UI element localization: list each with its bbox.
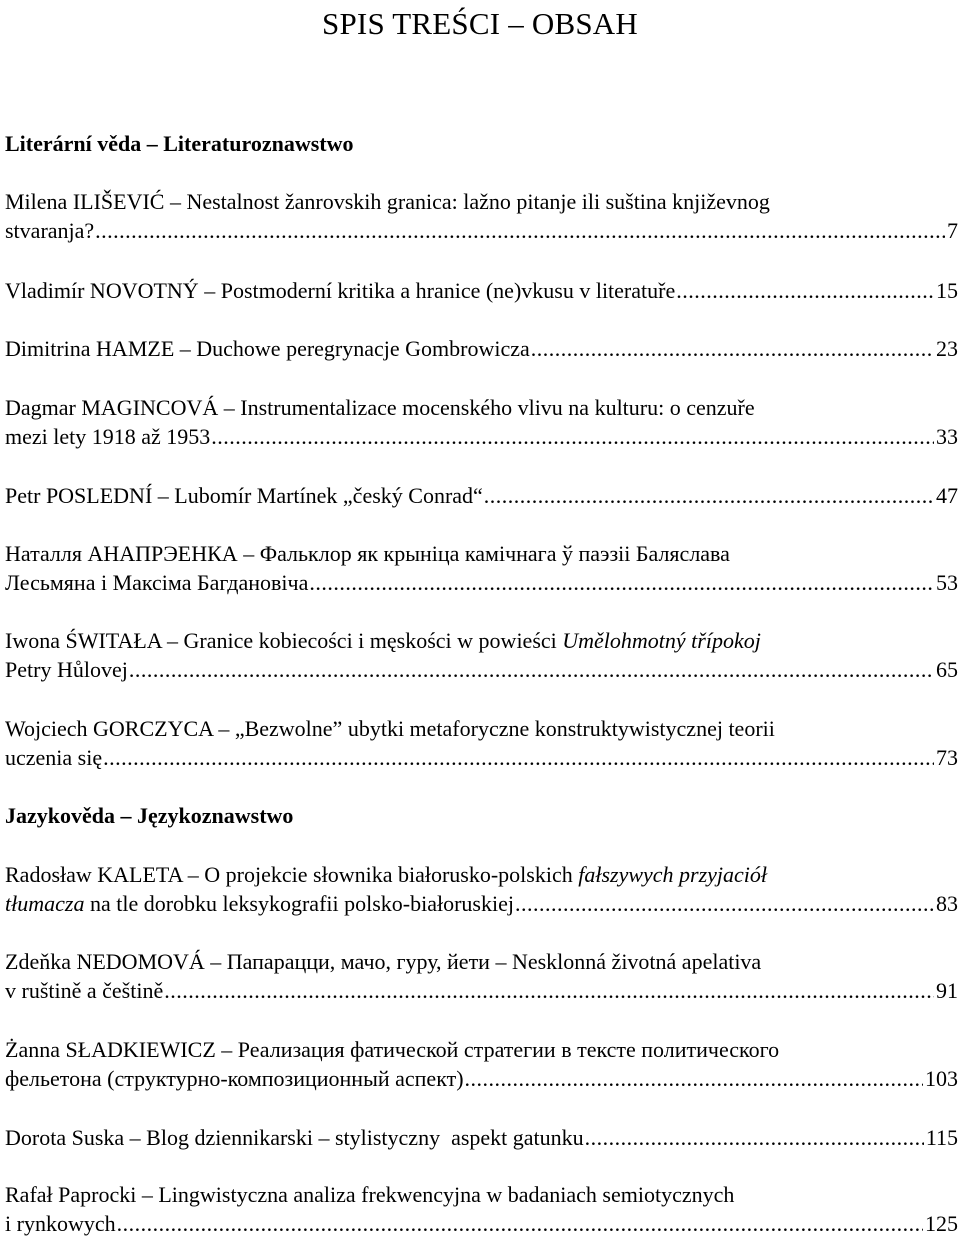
entry-title: Duchowe peregrynacje Gombrowicza (196, 336, 530, 361)
entry-title: Реализация фатической стратегии в тексте политического (237, 1037, 780, 1062)
entry-author: Radosław KALETA (5, 862, 183, 887)
entry-title: Instrumentalizace mocenského vlivu na kulturu: o cenzuře (240, 395, 755, 420)
entry-author: Наталля АНАПРЭЕНКА (5, 541, 238, 566)
entry-title: Папарацци, мачо, гуру, йети – Nesklonná životná apelativa (226, 949, 762, 974)
page-number: 83 (936, 891, 958, 916)
dot-leader (117, 1209, 923, 1238)
entry-line-1: Radosław KALETA – O projekcie słownika białorusko-polskich fałszywych przyjaciół (5, 862, 768, 887)
entry-title: Blog dziennikarski – stylistyczny aspekt gatunku (146, 1125, 584, 1150)
entry-title: Nestalnost žanrovskih granica: lažno pitanje ili suština književnog (186, 189, 770, 214)
entry-title-cont: i rynkowych (5, 1211, 116, 1236)
entry-line-1: Vladimír NOVOTNÝ – Postmoderní kritika a hranice (ne)vkusu v literatuře ..... 15 (5, 276, 958, 305)
toc-entry[interactable] (5, 1180, 958, 1238)
entry-author: Petr POSLEDNÍ (5, 483, 153, 508)
entry-title: „Bezwolne” ubytki metaforyczne konstruktywistycznej teorii (234, 716, 775, 741)
entry-title-italic: Umělohmotný třípokoj (562, 628, 761, 653)
entry-title-cont: na tle dorobku leksykografii polsko-białoruskiej (89, 891, 514, 916)
entry-title-cont: uczenia się (5, 745, 103, 770)
page-number: 103 (925, 1066, 958, 1091)
entry-author: Vladimír NOVOTNÝ (5, 278, 199, 303)
entry-title: Lubomír Martínek „český Conrad“ (174, 483, 483, 508)
entry-line-2 (5, 1209, 958, 1238)
entry-title-cont: stvaranja? (5, 218, 95, 243)
toc-entry[interactable] (5, 947, 958, 1005)
dot-leader (103, 743, 934, 772)
page-number: 125 (925, 1211, 958, 1236)
entry-author: Rafał Paprocki (5, 1182, 137, 1207)
toc-entry[interactable] (5, 860, 958, 918)
entry-line-1: Rafał Paprocki – Lingwistyczna analiza frekwencyjna w badaniach semiotycznych (5, 1182, 735, 1207)
toc-entry[interactable] (5, 187, 958, 245)
entry-line-2 (5, 216, 958, 245)
entry-title: O projekcie słownika białorusko-polskich (204, 862, 573, 887)
entry-title-cont: mezi lety 1918 až 1953 (5, 424, 211, 449)
entry-line-2 (5, 655, 958, 684)
entry-title-cont: Petry Hůlovej (5, 657, 128, 682)
entry-title: Фальклор як крыніца камічнага ў паэзіі Баляслава (259, 541, 730, 566)
dot-leader (164, 976, 934, 1005)
entry-author: Dagmar MAGINCOVÁ (5, 395, 219, 420)
entry-line-1: Milena ILIŠEVIĆ – Nestalnost žanrovskih granica: lažno pitanje ili suština književnog (5, 189, 770, 214)
toc-entry[interactable] (5, 1035, 958, 1093)
entry-author: Dimitrina HAMZE (5, 336, 175, 361)
toc-entry[interactable] (5, 393, 958, 451)
toc-entry[interactable] (5, 481, 958, 510)
toc-entry[interactable] (5, 626, 958, 684)
dot-leader (484, 481, 934, 510)
dot-leader (585, 1123, 924, 1152)
entry-title: Granice kobiecości i męskości w powieści (183, 628, 557, 653)
dot-leader (515, 889, 934, 918)
entry-line-1: Petr POSLEDNÍ – Lubomír Martínek „český Conrad“ ..... 47 (5, 481, 958, 510)
entry-author: Milena ILIŠEVIĆ (5, 189, 165, 214)
dot-leader (129, 655, 934, 684)
entry-title-italic: tłumacza (5, 891, 85, 916)
entry-title-italic: fałszywych przyjaciół (578, 862, 768, 887)
entry-line-1: Iwona ŚWITAŁA – Granice kobiecości i męskości w powieści Umělohmotný třípokoj (5, 628, 761, 653)
entry-title-cont: фельетона (структурно-композиционный аспект) (5, 1066, 464, 1091)
toc-entry[interactable] (5, 276, 958, 305)
page-number: 53 (936, 570, 958, 595)
page-number: 7 (947, 218, 958, 243)
section-heading-linguistics: Jazykověda – Językoznawstwo (5, 803, 294, 828)
entry-line-1: Dagmar MAGINCOVÁ – Instrumentalizace mocenského vlivu na kulturu: o cenzuře (5, 395, 755, 420)
entry-line-1: Żanna SŁADKIEWICZ – Реализация фатической стратегии в тексте политического (5, 1037, 780, 1062)
entry-title: Lingwistyczna analiza frekwencyjna w badaniach semiotycznych (158, 1182, 735, 1207)
dot-leader (531, 334, 934, 363)
entry-line-1: Dorota Suska – Blog dziennikarski – stylistyczny aspekt gatunku ..... 115 (5, 1123, 958, 1152)
entry-line-2 (5, 889, 958, 918)
toc-entry[interactable] (5, 1123, 958, 1152)
entry-line-2 (5, 568, 958, 597)
entry-author: Iwona ŚWITAŁA (5, 628, 162, 653)
entry-line-2 (5, 976, 958, 1005)
entry-author: Dorota Suska (5, 1125, 125, 1150)
dot-leader (95, 216, 945, 245)
page-number: 65 (936, 657, 958, 682)
entry-title-cont: Лесьмяна і Максіма Багдановіча (5, 570, 309, 595)
entry-author: Wojciech GORCZYCA (5, 716, 213, 741)
entry-author: Zdeňka NEDOMOVÁ (5, 949, 205, 974)
page-number: 15 (936, 278, 958, 303)
entry-title: Postmoderní kritika a hranice (ne)vkusu v literatuře (220, 278, 676, 303)
entry-line-1: Dimitrina HAMZE – Duchowe peregrynacje Gombrowicza ..... 23 (5, 334, 958, 363)
entry-author: Żanna SŁADKIEWICZ (5, 1037, 216, 1062)
entry-title-cont: v ruštině a češtině (5, 978, 164, 1003)
dot-leader (676, 276, 934, 305)
page-number: 33 (936, 424, 958, 449)
section-heading-literary-studies: Literární věda – Literaturoznawstwo (5, 131, 354, 156)
toc-entry[interactable] (5, 539, 958, 597)
entry-line-1: Наталля АНАПРЭЕНКА – Фальклор як крыніца камічнага ў паэзіі Баляслава (5, 541, 730, 566)
dot-leader (465, 1064, 923, 1093)
entry-line-1: Zdeňka NEDOMOVÁ – Папарацци, мачо, гуру, йети – Nesklonná životná apelativa (5, 949, 762, 974)
toc-entry[interactable] (5, 714, 958, 772)
page-number: 91 (936, 978, 958, 1003)
page-number: 73 (936, 745, 958, 770)
entry-line-2 (5, 422, 958, 451)
page-title: SPIS TREŚCI – OBSAH (322, 6, 638, 41)
page-number: 115 (925, 1125, 958, 1150)
entry-line-2 (5, 1064, 958, 1093)
page-number: 23 (936, 336, 958, 361)
page-number: 47 (936, 483, 958, 508)
dot-leader (211, 422, 934, 451)
entry-line-2 (5, 743, 958, 772)
entry-line-1: Wojciech GORCZYCA – „Bezwolne” ubytki metaforyczne konstruktywistycznej teorii (5, 716, 775, 741)
dot-leader (309, 568, 934, 597)
toc-entry[interactable] (5, 334, 958, 363)
